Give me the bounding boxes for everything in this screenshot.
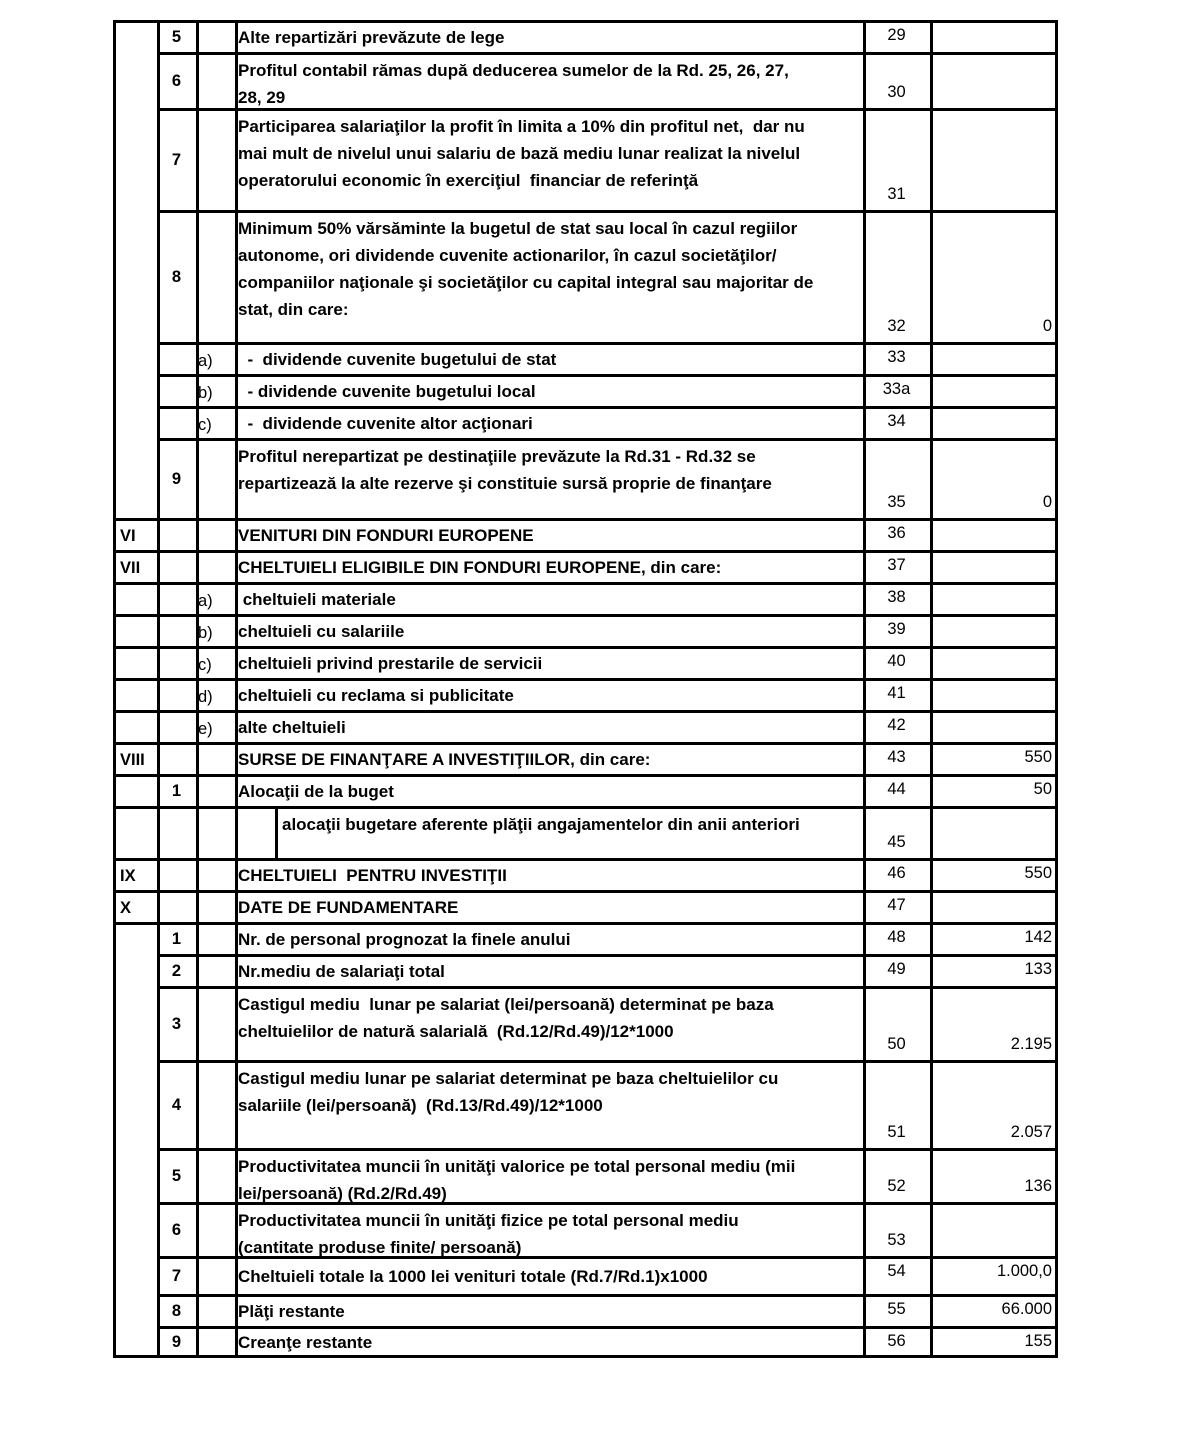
row-subletter bbox=[196, 550, 238, 582]
row-description-line: Profitul contabil rămas după deducerea sumelor de la Rd. 25, 26, 27, bbox=[238, 61, 789, 80]
row-subletter: b) bbox=[196, 374, 238, 406]
row-description bbox=[235, 1256, 866, 1294]
row-number: 5 bbox=[157, 1148, 199, 1202]
row-value bbox=[930, 582, 1058, 614]
row-number: 8 bbox=[157, 1294, 199, 1326]
row-chapter: VIII bbox=[113, 742, 160, 774]
row-subletter bbox=[196, 1256, 238, 1294]
row-rd-number: 37 bbox=[863, 550, 933, 582]
row-rd-number: 52 bbox=[863, 1148, 933, 1202]
row-description bbox=[235, 108, 866, 210]
row-value: 133 bbox=[930, 954, 1058, 986]
row-rd-number: 31 bbox=[863, 108, 933, 210]
row-description bbox=[235, 1202, 866, 1256]
row-number bbox=[157, 646, 199, 678]
row-chapter bbox=[113, 438, 160, 518]
row-subletter: c) bbox=[196, 646, 238, 678]
row-rd-number: 30 bbox=[863, 52, 933, 108]
row-description-line: - dividende cuvenite altor acţionari bbox=[238, 414, 533, 433]
row-description-line: lei/persoană) (Rd.2/Rd.49) bbox=[238, 1184, 447, 1202]
row-rd-number: 49 bbox=[863, 954, 933, 986]
row-subletter bbox=[196, 1148, 238, 1202]
row-description bbox=[235, 374, 866, 406]
row-number bbox=[157, 550, 199, 582]
row-number: 6 bbox=[157, 52, 199, 108]
row-chapter bbox=[113, 1202, 160, 1256]
row-description bbox=[235, 582, 866, 614]
row-number: 9 bbox=[157, 1326, 199, 1358]
row-subletter: a) bbox=[196, 582, 238, 614]
row-number: 4 bbox=[157, 1060, 199, 1148]
row-subletter bbox=[196, 210, 238, 342]
row-chapter bbox=[113, 1326, 160, 1358]
row-description bbox=[235, 858, 866, 890]
row-description bbox=[235, 806, 866, 858]
row-number: 7 bbox=[157, 1256, 199, 1294]
row-rd-number: 43 bbox=[863, 742, 933, 774]
row-description bbox=[235, 518, 866, 550]
row-chapter bbox=[113, 922, 160, 954]
row-chapter bbox=[113, 406, 160, 438]
row-subletter: c) bbox=[196, 406, 238, 438]
row-number bbox=[157, 806, 199, 858]
row-description-line: salariile (lei/persoană) (Rd.13/Rd.49)/12*1000 bbox=[238, 1096, 603, 1115]
row-description-line: VENITURI DIN FONDURI EUROPENE bbox=[238, 526, 534, 545]
row-rd-number: 38 bbox=[863, 582, 933, 614]
row-description bbox=[235, 742, 866, 774]
row-subletter bbox=[196, 1202, 238, 1256]
row-number bbox=[157, 582, 199, 614]
row-subletter bbox=[196, 518, 238, 550]
row-description bbox=[235, 1148, 866, 1202]
row-rd-number: 47 bbox=[863, 890, 933, 922]
row-chapter bbox=[113, 986, 160, 1060]
row-description-line: cheltuieli materiale bbox=[238, 590, 396, 609]
row-value bbox=[930, 52, 1058, 108]
row-rd-number: 40 bbox=[863, 646, 933, 678]
row-chapter bbox=[113, 774, 160, 806]
row-description-line: Profitul nerepartizat pe destinaţiile prevăzute la Rd.31 - Rd.32 se bbox=[238, 447, 756, 466]
row-subletter bbox=[196, 1060, 238, 1148]
row-description-line: DATE DE FUNDAMENTARE bbox=[238, 898, 459, 917]
row-subletter: b) bbox=[196, 614, 238, 646]
row-description bbox=[235, 986, 866, 1060]
row-value bbox=[930, 710, 1058, 742]
row-chapter bbox=[113, 374, 160, 406]
row-rd-number: 39 bbox=[863, 614, 933, 646]
row-chapter bbox=[113, 1148, 160, 1202]
row-number bbox=[157, 374, 199, 406]
row-chapter: VII bbox=[113, 550, 160, 582]
row-value bbox=[930, 678, 1058, 710]
row-number bbox=[157, 890, 199, 922]
row-chapter bbox=[113, 646, 160, 678]
row-chapter bbox=[113, 342, 160, 374]
row-chapter bbox=[113, 614, 160, 646]
row-value: 2.195 bbox=[930, 986, 1058, 1060]
row-subletter bbox=[196, 890, 238, 922]
row-chapter bbox=[113, 20, 160, 52]
row-description-line: cheltuieli privind prestarile de servicii bbox=[238, 654, 543, 673]
row-chapter bbox=[113, 210, 160, 342]
row-value: 136 bbox=[930, 1148, 1058, 1202]
budget-table bbox=[113, 20, 1058, 1360]
row-number bbox=[157, 710, 199, 742]
row-chapter: X bbox=[113, 890, 160, 922]
row-rd-number: 50 bbox=[863, 986, 933, 1060]
row-description bbox=[235, 1294, 866, 1326]
row-rd-number: 33a bbox=[863, 374, 933, 406]
row-description-line: mai mult de nivelul unui salariu de bază mediu lunar realizat la nivelul bbox=[238, 144, 801, 163]
row-chapter bbox=[113, 1060, 160, 1148]
row-chapter bbox=[113, 1294, 160, 1326]
row-value bbox=[930, 890, 1058, 922]
row-description bbox=[235, 614, 866, 646]
row-subletter bbox=[196, 438, 238, 518]
row-value: 0 bbox=[930, 210, 1058, 342]
row-value: 142 bbox=[930, 922, 1058, 954]
row-subletter: a) bbox=[196, 342, 238, 374]
row-subletter bbox=[196, 108, 238, 210]
row-value: 0 bbox=[930, 438, 1058, 518]
row-description bbox=[235, 550, 866, 582]
row-rd-number: 32 bbox=[863, 210, 933, 342]
row-value bbox=[930, 518, 1058, 550]
row-description-line: Nr.mediu de salariaţi total bbox=[238, 962, 445, 981]
row-description-line: Participarea salariaţilor la profit în limita a 10% din profitul net, dar nu bbox=[238, 117, 805, 136]
row-number bbox=[157, 742, 199, 774]
row-description-line: alte cheltuieli bbox=[238, 718, 346, 737]
row-description bbox=[235, 210, 866, 342]
row-description bbox=[235, 922, 866, 954]
row-rd-number: 54 bbox=[863, 1256, 933, 1294]
row-description-line: cheltuieli cu reclama si publicitate bbox=[238, 686, 514, 705]
row-value: 550 bbox=[930, 858, 1058, 890]
row-subletter bbox=[196, 954, 238, 986]
row-description bbox=[235, 342, 866, 374]
row-rd-number: 42 bbox=[863, 710, 933, 742]
row-chapter bbox=[113, 52, 160, 108]
row-subletter bbox=[196, 52, 238, 108]
row-chapter bbox=[113, 108, 160, 210]
row-description-line: (cantitate produse finite/ persoană) bbox=[238, 1238, 522, 1256]
row-value bbox=[930, 1202, 1058, 1256]
row-description-line: 28, 29 bbox=[238, 88, 286, 107]
row-value bbox=[930, 806, 1058, 858]
row-description bbox=[235, 438, 866, 518]
row-value: 155 bbox=[930, 1326, 1058, 1358]
row-subletter bbox=[196, 806, 238, 858]
row-number bbox=[157, 614, 199, 646]
row-value: 50 bbox=[930, 774, 1058, 806]
row-subletter bbox=[196, 858, 238, 890]
row-value bbox=[930, 342, 1058, 374]
row-description-line: SURSE DE FINANŢARE A INVESTIŢIILOR, din care: bbox=[238, 750, 651, 769]
row-rd-number: 53 bbox=[863, 1202, 933, 1256]
row-description-line: Cheltuieli totale la 1000 lei venituri totale (Rd.7/Rd.1)x1000 bbox=[238, 1267, 708, 1286]
row-description-line: autonome, ori dividende cuvenite actionarilor, în cazul societăţilor/ bbox=[238, 246, 777, 265]
row-subletter bbox=[196, 1294, 238, 1326]
row-description bbox=[235, 646, 866, 678]
row-number bbox=[157, 406, 199, 438]
row-description-line: cheltuielilor de natură salarială (Rd.12/Rd.49)/12*1000 bbox=[238, 1022, 674, 1041]
row-value: 2.057 bbox=[930, 1060, 1058, 1148]
row-value bbox=[930, 374, 1058, 406]
row-number bbox=[157, 858, 199, 890]
row-description-line: Nr. de personal prognozat la finele anului bbox=[238, 930, 571, 949]
row-number: 1 bbox=[157, 922, 199, 954]
row-number: 7 bbox=[157, 108, 199, 210]
row-description-line: - dividende cuvenite bugetului de stat bbox=[238, 350, 557, 369]
row-description bbox=[235, 774, 866, 806]
row-rd-number: 41 bbox=[863, 678, 933, 710]
row-chapter bbox=[113, 806, 160, 858]
row-chapter bbox=[113, 582, 160, 614]
row-subletter bbox=[196, 1326, 238, 1358]
row-description-line: Castigul mediu lunar pe salariat (lei/persoană) determinat pe baza bbox=[238, 995, 774, 1014]
row-description bbox=[235, 710, 866, 742]
row-rd-number: 55 bbox=[863, 1294, 933, 1326]
row-description-line: companiilor naţionale şi societăţilor cu capital integral sau majoritar de bbox=[238, 273, 814, 292]
row-description bbox=[235, 890, 866, 922]
row-description-line: repartizează la alte rezerve şi constituie sursă proprie de finanţare bbox=[238, 474, 772, 493]
row-chapter bbox=[113, 678, 160, 710]
row-number: 8 bbox=[157, 210, 199, 342]
row-subletter bbox=[196, 986, 238, 1060]
row-description-line: Alocaţii de la buget bbox=[238, 782, 394, 801]
row-description-line: Creanţe restante bbox=[238, 1332, 373, 1352]
row-value bbox=[930, 406, 1058, 438]
row-rd-number: 45 bbox=[863, 806, 933, 858]
row-number: 5 bbox=[157, 20, 199, 52]
row-value: 66.000 bbox=[930, 1294, 1058, 1326]
row-rd-number: 46 bbox=[863, 858, 933, 890]
row-description-line: CHELTUIELI PENTRU INVESTIŢII bbox=[238, 866, 507, 885]
row-rd-number: 29 bbox=[863, 20, 933, 52]
row-number bbox=[157, 518, 199, 550]
row-number bbox=[157, 342, 199, 374]
row-number bbox=[157, 678, 199, 710]
row-description-line: Alte repartizări prevăzute de lege bbox=[238, 28, 505, 47]
row-description-line: CHELTUIELI ELIGIBILE DIN FONDURI EUROPENE, din care: bbox=[238, 558, 722, 577]
row-rd-number: 51 bbox=[863, 1060, 933, 1148]
row-description bbox=[235, 954, 866, 986]
row-description-line: Plăţi restante bbox=[238, 1302, 345, 1321]
row-number: 9 bbox=[157, 438, 199, 518]
row-chapter bbox=[113, 954, 160, 986]
row-description-line: alocaţii bugetare aferente plăţii angajamentelor din anii anteriori bbox=[275, 809, 863, 858]
row-value bbox=[930, 646, 1058, 678]
row-number: 6 bbox=[157, 1202, 199, 1256]
row-number: 1 bbox=[157, 774, 199, 806]
row-description bbox=[235, 20, 866, 52]
row-chapter bbox=[113, 710, 160, 742]
row-number: 2 bbox=[157, 954, 199, 986]
row-rd-number: 33 bbox=[863, 342, 933, 374]
row-description bbox=[235, 1326, 866, 1358]
row-rd-number: 34 bbox=[863, 406, 933, 438]
row-value bbox=[930, 550, 1058, 582]
row-rd-number: 44 bbox=[863, 774, 933, 806]
row-chapter: IX bbox=[113, 858, 160, 890]
row-chapter bbox=[113, 1256, 160, 1294]
row-subletter: e) bbox=[196, 710, 238, 742]
row-chapter: VI bbox=[113, 518, 160, 550]
row-subletter bbox=[196, 20, 238, 52]
row-description-line: Productivitatea muncii în unităţi valorice pe total personal mediu (mii bbox=[238, 1157, 796, 1176]
row-value bbox=[930, 108, 1058, 210]
row-description bbox=[235, 52, 866, 108]
row-number: 3 bbox=[157, 986, 199, 1060]
row-description-line: operatorului economic în exerciţiul financiar de referinţă bbox=[238, 171, 699, 190]
row-description bbox=[235, 1060, 866, 1148]
row-subletter bbox=[196, 922, 238, 954]
row-rd-number: 56 bbox=[863, 1326, 933, 1358]
row-value: 1.000,0 bbox=[930, 1256, 1058, 1294]
row-description-line: stat, din care: bbox=[238, 300, 349, 319]
row-value: 550 bbox=[930, 742, 1058, 774]
row-description-line: cheltuieli cu salariile bbox=[238, 622, 405, 641]
row-subletter: d) bbox=[196, 678, 238, 710]
row-value bbox=[930, 20, 1058, 52]
row-description bbox=[235, 406, 866, 438]
row-rd-number: 35 bbox=[863, 438, 933, 518]
row-value bbox=[930, 614, 1058, 646]
row-subletter bbox=[196, 742, 238, 774]
row-description-line: Productivitatea muncii în unităţi fizice pe total personal mediu bbox=[238, 1211, 739, 1230]
row-rd-number: 48 bbox=[863, 922, 933, 954]
row-rd-number: 36 bbox=[863, 518, 933, 550]
row-description-line: Castigul mediu lunar pe salariat determinat pe baza cheltuielilor cu bbox=[238, 1069, 779, 1088]
row-description-line: - dividende cuvenite bugetului local bbox=[238, 382, 536, 401]
row-description bbox=[235, 678, 866, 710]
row-description-line: Minimum 50% vărsăminte la bugetul de stat sau local în cazul regiilor bbox=[238, 219, 798, 238]
row-subletter bbox=[196, 774, 238, 806]
